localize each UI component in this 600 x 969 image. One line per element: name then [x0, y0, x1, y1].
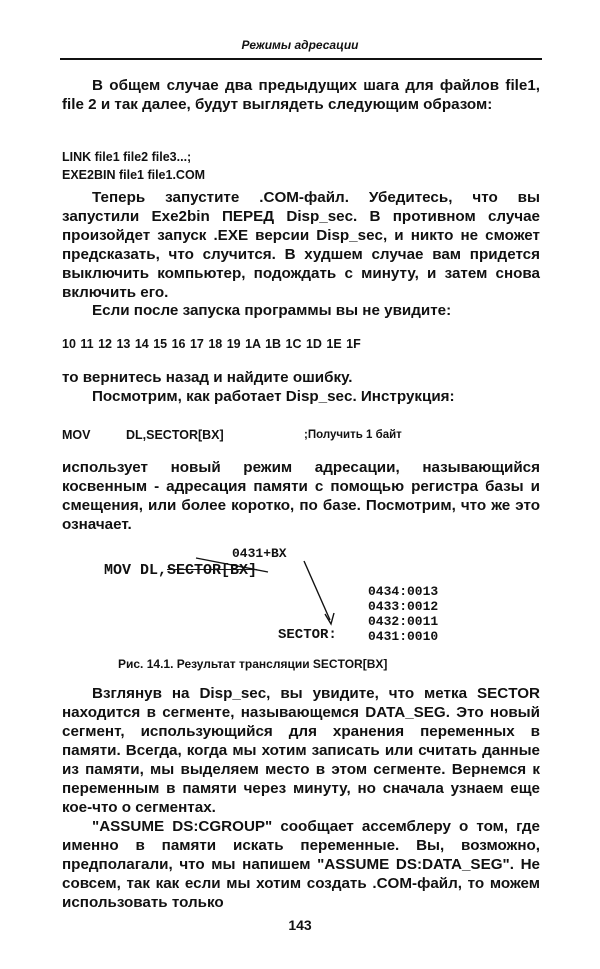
instruction-args: DL,SECTOR[BX]	[126, 428, 224, 442]
code-exe2bin: EXE2BIN file1 file1.COM	[62, 168, 206, 182]
paragraph-data-seg: Взглянув на Disp_sec, вы увидите, что метка SECTOR находится в сегменте, называющемся DATA_SEG. Это новый сегмент, использующийся для хранения переменных в памяти. Всегда, когда мы хотим записать или считать данные из памяти, мы выделяем место в этом сегменте. Вернемся к переменным в памяти через минуту, но сначала узнаем еще кое-что о сегментах.	[62, 685, 540, 816]
paragraph-if-not-see: Если после запуска программы вы не увидите:	[92, 302, 452, 319]
hex-output: 10 11 12 13 14 15 16 17 18 19 1A 1B 1C 1D 1E 1F	[62, 337, 361, 351]
figure-instruction-struck: SECTOR	[167, 562, 222, 579]
instruction-op: MOV	[62, 428, 91, 442]
running-head: Режимы адресации	[241, 38, 359, 52]
figure-instruction-prefix: MOV DL,	[104, 562, 168, 579]
memory-line: 0433:0012	[368, 599, 439, 614]
sector-address: 0431:0010	[368, 629, 439, 644]
figure-expression: 0431+BX	[232, 546, 287, 561]
sector-label: SECTOR:	[278, 627, 337, 643]
paragraph-run: Теперь запустите .COM-файл. Убедитесь, что вы запустили Exe2bin ПЕРЕД Disp_sec. В противном случае произойдет запуск .EXE версии Disp_sec, и никто не сможет предсказать, что случится. В худшем случае вам придется выключить компьютер, подождать с минуту, и затем снова включить его.	[62, 189, 540, 301]
paragraph-go-back: то вернитесь назад и найдите ошибку.	[62, 369, 353, 386]
figure-caption: Рис. 14.1. Результат трансляции SECTOR[BX]	[118, 657, 388, 671]
memory-line: 0432:0011	[368, 614, 439, 629]
paragraph-how-works: Посмотрим, как работает Disp_sec. Инструкция:	[92, 388, 455, 405]
paragraph-assume: "ASSUME DS:CGROUP" сообщает ассемблеру о том, где именно в памяти искать переменные. Вы, возможно, предполагали, что мы напишем "ASSUME DS:DATA_SEG". Не совсем, так как если мы хотим создать .COM-файл, то можем использовать только	[62, 818, 540, 911]
figure-instruction-suffix: [BX]	[221, 562, 258, 579]
paragraph-addressing: использует новый режим адресации, называющийся косвенным - адресация памяти с помощью регистра базы и смещения, или более коротко, по базе. Посмотрим, что же это означает.	[62, 459, 540, 533]
code-link: LINK file1 file2 file3...;	[62, 150, 192, 164]
paragraph-intro: В общем случае два предыдущих шага для файлов file1, file 2 и так далее, будут выглядеть следующим образом:	[62, 77, 540, 113]
memory-line: 0434:0013	[368, 584, 439, 599]
instruction-comment: ;Получить 1 байт	[304, 429, 402, 441]
page-number: 143	[288, 917, 312, 933]
